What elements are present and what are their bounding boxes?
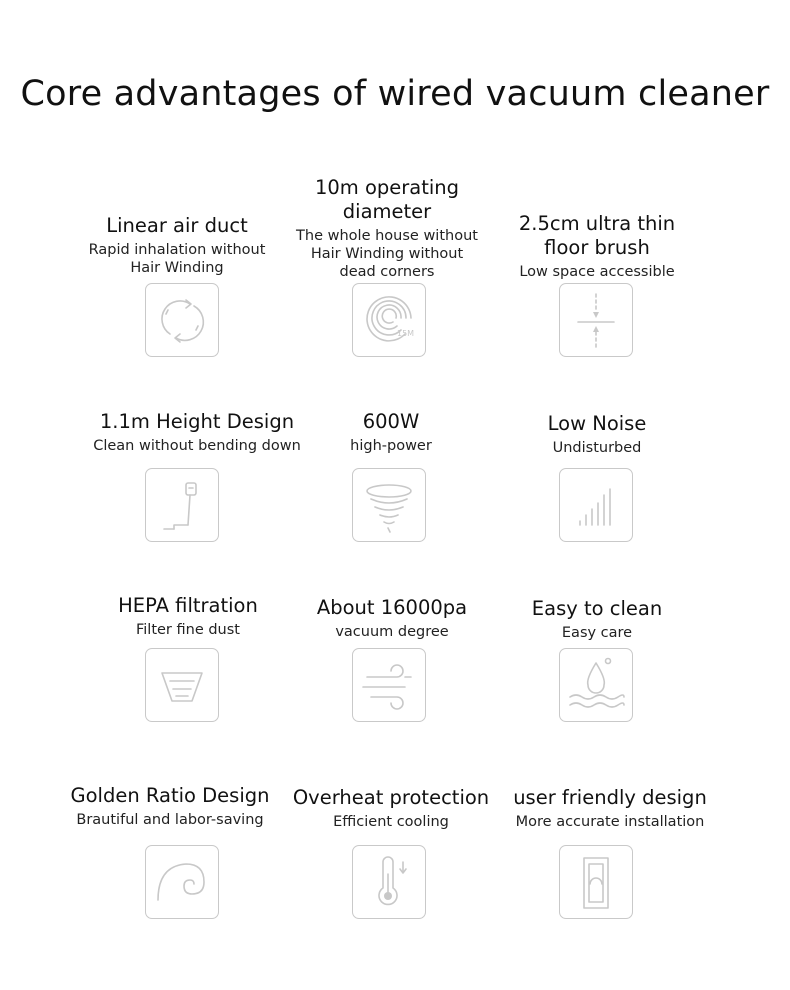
feature-icon-box (352, 468, 426, 542)
range-radius-icon (353, 284, 425, 356)
feature-title: Overheat protection (292, 786, 490, 809)
feature-low-noise (477, 412, 717, 457)
feature-icon-box (559, 283, 633, 357)
feature-icon-box (352, 845, 426, 919)
volume-bars-icon (560, 469, 632, 541)
feature-subtitle: The whole house without Hair Winding without dead corners (296, 228, 478, 280)
feature-title: Linear air duct (106, 214, 248, 237)
feature-title: 2.5cm ultra thin floor brush (518, 212, 676, 259)
installation-slot-icon (560, 846, 632, 918)
feature-subtitle: Low space accessible (519, 264, 675, 280)
thin-brush-icon (560, 284, 632, 356)
thermometer-icon (353, 846, 425, 918)
feature-overheat-protection (271, 786, 511, 831)
feature-subtitle: Clean without bending down (93, 438, 301, 454)
spiral-icon (146, 846, 218, 918)
feature-subtitle: Brautiful and labor-saving (76, 812, 264, 828)
filter-funnel-icon (146, 649, 218, 721)
circular-arrows-icon (146, 284, 218, 356)
feature-high-power (271, 410, 511, 455)
water-drop-icon (560, 649, 632, 721)
feature-icon-box (145, 845, 219, 919)
vacuum-height-icon (146, 469, 218, 541)
feature-subtitle: high-power (350, 438, 432, 454)
feature-subtitle: Rapid inhalation without Hair Winding (88, 242, 266, 276)
feature-easy-clean (477, 597, 717, 642)
feature-subtitle: Efficient cooling (333, 814, 449, 830)
feature-icon-box (145, 648, 219, 722)
feature-icon-box (559, 648, 633, 722)
feature-subtitle: Filter fine dust (135, 622, 240, 638)
feature-icon-box (145, 283, 219, 357)
feature-title: About 16000pa (316, 596, 468, 619)
page-title: Core advantages of wired vacuum cleaner (20, 74, 770, 114)
feature-icon-box (559, 468, 633, 542)
feature-title: Easy to clean (531, 597, 663, 620)
feature-subtitle: Easy care (561, 625, 633, 641)
feature-subtitle: More accurate installation (515, 814, 705, 830)
feature-ultra-thin-brush (477, 212, 717, 281)
feature-user-friendly (490, 786, 730, 831)
feature-subtitle: vacuum degree (335, 624, 449, 640)
feature-title: user friendly design (513, 786, 707, 809)
tornado-icon (353, 469, 425, 541)
feature-icon-box (352, 648, 426, 722)
feature-title: HEPA filtration (118, 594, 258, 617)
feature-subtitle: Undisturbed (552, 440, 642, 456)
feature-operating-diameter (267, 176, 507, 281)
feature-title: 600W (362, 410, 420, 433)
feature-title: 1.1m Height Design (99, 410, 295, 433)
feature-icon-box (145, 468, 219, 542)
feature-title: Golden Ratio Design (70, 784, 270, 807)
wind-icon (353, 649, 425, 721)
feature-title: 10m operating diameter (314, 176, 460, 223)
feature-icon-box (559, 845, 633, 919)
feature-vacuum-degree (272, 596, 512, 641)
range-label: 15M (397, 329, 415, 338)
feature-icon-box (352, 283, 426, 357)
feature-golden-ratio (50, 784, 290, 829)
feature-linear-air-duct (57, 214, 297, 277)
feature-title: Low Noise (547, 412, 647, 435)
